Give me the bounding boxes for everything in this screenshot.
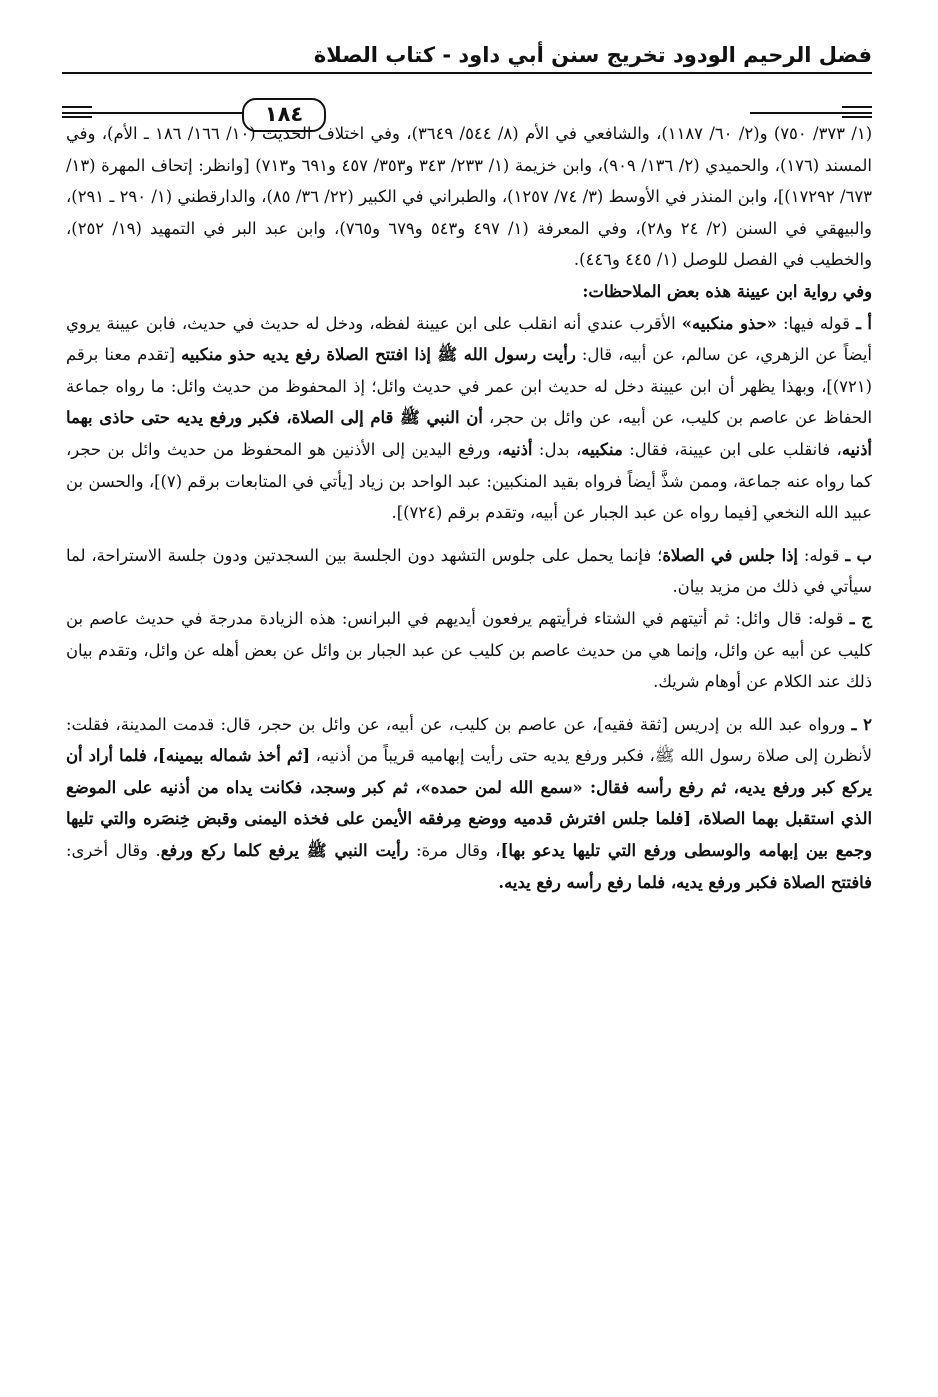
- text-run: ، وقال مرة:: [408, 841, 501, 861]
- text-run: ؛ فإنما يحمل على جلوس التشهد دون الجلسة بين السجدتين ودون جلسة الاستراحة، لما سيأتي في ذلك من مزيد بيان.: [66, 545, 872, 597]
- hadith-quote: رأيت النبي ﷺ يرفع كلما ركع ورفع: [160, 841, 409, 861]
- hadith-quote: [ثم أخذ شماله بيمينه]، فلما أراد أن يركع كبر ورفع يديه، ثم رفع رأسه فقال: «سمع الله لمن حمده»، ثم كبر وسجد، فكانت يداه من أذنيه على الموضع الذي استقبل بهما الصلاة، [فلما جلس افترش قدميه ووضع مِرفقه الأيمن على فخذه اليمنى وقبض خِنصَره والتي تليها وجمع بين إبهامه والوسطى ورفع التي تليها يدعو بها]: [66, 746, 872, 861]
- hadith-quote: فافتتح الصلاة فكبر ورفع يديه، فلما رفع رأسه رفع يديه.: [498, 872, 872, 892]
- note-ba: [66, 540, 872, 603]
- text-run: . وقال أخرى:: [66, 841, 161, 861]
- text-run: ، بدل:: [532, 439, 582, 459]
- section-heading: وفي رواية ابن عيينة هذه بعض الملاحظات:: [582, 281, 872, 301]
- text-run: قوله:: [797, 545, 846, 565]
- note-marker: ج ـ: [849, 608, 872, 628]
- text-run: قوله: قال وائل: ثم أتيتهم في الشتاء فرأيتهم يرفعون أيديهم في البرانس: هذه الزيادة مدرجة في حديث عاصم بن كليب عن أبيه عن وائل، وإنما هي من حديث عاصم بن كليب عن عبد الجبار بن وائل عن بعض أهله عن وائل، وتقدم بيان ذلك عند الكلام عن أوهام شريك.: [66, 608, 872, 692]
- text-run: ، فانقلب على ابن عيينة، فقال:: [622, 439, 842, 459]
- paragraph-number: ٢ ـ: [851, 714, 872, 734]
- page-header: [62, 40, 872, 126]
- text-run: الأقرب عندي أنه انقلب على ابن عيينة لفظه، ودخل له حديث في حديث، فابن عيينة يروي أيضاً عن الزهري، عن سالم، عن أبيه، قال:: [66, 313, 872, 365]
- citation-paragraph: (١/ ٣٧٣/ ٧٥٠) و(٢/ ٦٠/ ١١٨٧)، والشافعي في الأم (٨/ ٥٤٤/ ٣٦٤٩)، وفي اختلاف الحديث (١٠/ ١٦٦/ ١٨٦ ـ الأم)، وفي المسند (١٧٦)، والحميدي (٢/ ١٣٦/ ٩٠٩)، وابن خزيمة (١/ ٢٣٣/ ٣٤٣ و٣٥٣/ ٤٥٧ و٦٩١ و٧١٣) [وانظر: إتحاف المهرة (١٣/ ٦٧٣/ ١٧٢٩٢)]، وابن المنذر في الأوسط (٣/ ٧٤/ ١٢٥٧)، والطبراني في الكبير (٢٢/ ٣٦/ ٨٥)، والدارقطني (١/ ٢٩٠ ـ ٢٩١)، والبيهقي في السنن (٢/ ٢٤ و٢٨)، وفي المعرفة (١/ ٤٩٧ و٥٤٣ و٦٧٩ و٧٦٥)، وابن عبد البر في التمهيد (١٩/ ٢٥٢)، والخطيب في الفصل للوصل (١/ ٤٤٥ و٤٤٦).: [66, 124, 873, 270]
- quoted-phrase: إذا جلس في الصلاة: [662, 545, 798, 565]
- quoted-word: منكبيه: [581, 439, 623, 459]
- quoted-phrase: «حذو منكبيه»: [681, 313, 777, 333]
- note-marker: ب ـ: [845, 545, 872, 565]
- text-run: ، ورفع اليدين إلى الأذنين هو المحفوظ من حديث وائل بن حجر، كما رواه عنه جماعة، وممن شذَّ أيضاً فرواه بقيد المنكبين: عبد الواحد بن زياد [يأتي في المتابعات برقم (٧)]، والحسن بن عبيد الله النخعي [فيما رواه عن عبد الجبار عن أبيه، وتقدم برقم (٧٢٤)].: [66, 439, 872, 523]
- text-run: ورواه عبد الله بن إدريس [ثقة فقيه]، عن عاصم بن كليب، عن أبيه، عن وائل بن حجر، قال: قدمت المدينة، فقلت: لأنظرن إلى صلاة رسول الله ﷺ، فكبر ورفع يديه حتى رأيت إبهاميه قريباً من أذنيه،: [66, 714, 872, 766]
- hadith-quote: رأيت رسول الله ﷺ إذا افتتح الصلاة رفع يديه حذو منكبيه: [181, 345, 576, 365]
- note-jim: [66, 603, 872, 698]
- ornament-left: [62, 106, 92, 118]
- numbered-paragraph-2: [66, 709, 872, 899]
- text-run: [تقدم معنا برقم (٧٢١)]، وبهذا يظهر أن ابن عيينة دخل له حديث ابن عمر في حديث وائل؛ إذ المحفوظ من حديث وائل: ما رواه جماعة الحفاظ عن عاصم بن كليب، عن أبيه، عن وائل بن حجر،: [66, 345, 872, 428]
- note-alif: [66, 308, 872, 529]
- note-marker: أ ـ: [856, 313, 872, 333]
- running-title: فضل الرحيم الودود تخريج سنن أبي داود - كتاب الصلاة: [313, 43, 872, 67]
- header-rule: [62, 72, 872, 74]
- text-run: قوله فيها:: [776, 313, 857, 333]
- paragraph-gap: [66, 698, 872, 709]
- page-number: ١٨٤: [242, 98, 326, 132]
- hadith-quote: أن النبي ﷺ قام إلى الصلاة، فكبر ورفع يديه حتى حاذى بهما أذنيه: [66, 408, 872, 459]
- ornament-right: [842, 106, 872, 118]
- quoted-word: أذنيه: [502, 439, 533, 459]
- page-body: [66, 118, 872, 898]
- paragraph-gap: [66, 529, 872, 540]
